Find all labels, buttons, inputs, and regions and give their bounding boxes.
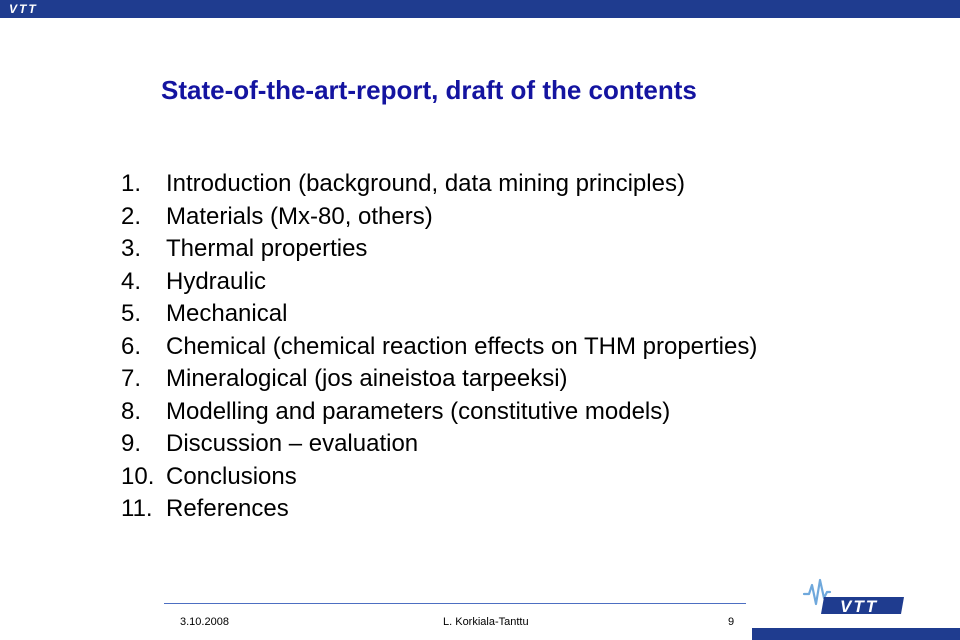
list-item-number: 9. [121,430,142,457]
header-bar [0,0,960,18]
page-number: 9 [728,616,735,628]
list-item-text: Hydraulic [166,267,267,295]
list-item [121,203,757,236]
list-item-text: Introduction (background, data mining principles) [166,170,685,197]
list-item-number: 7. [121,365,142,392]
list-item-number: 5. [121,300,142,327]
contents-list [121,170,757,528]
list-item-text: Thermal properties [166,235,368,262]
list-item-number: 3. [121,235,142,262]
list-item [121,235,757,268]
list-item [121,268,757,301]
list-item-text: References [166,495,289,522]
list-item [121,430,757,463]
list-item-number: 4. [121,267,142,295]
footer-date: 3.10.2008 [180,616,229,628]
list-item-text: Chemical (chemical reaction effects on THM properties) [166,332,758,360]
list-item-text: Discussion – evaluation [166,430,419,457]
vtt-logo-icon [802,576,906,616]
list-item-text: Mechanical [166,300,288,327]
list-item [121,463,757,496]
list-item [121,495,757,528]
logo-text: VTT [840,597,879,616]
list-item-number: 8. [121,397,142,425]
list-item-number: 2. [121,202,142,230]
list-item-number: 11. [121,495,153,522]
list-item-text: Modelling and parameters (constitutive models) [166,397,671,425]
list-item-text: Mineralogical (jos aineistoa tarpeeksi) [166,365,568,392]
list-item-number: 1. [121,170,142,197]
list-item-number: 10. [121,462,155,490]
footer-divider [164,603,746,604]
list-item [121,170,757,203]
list-item-text: Conclusions [166,462,297,490]
list-item [121,300,757,333]
list-item [121,398,757,431]
list-item-number: 6. [121,332,142,360]
list-item [121,333,757,366]
slide-title: State-of-the-art-report, draft of the contents [161,75,697,105]
footer-author: L. Korkiala-Tanttu [443,616,529,628]
header-brand-label: VTT [9,2,38,16]
list-item [121,365,757,398]
list-item-text: Materials (Mx-80, others) [166,202,433,230]
footer-accent-bar [752,628,960,640]
